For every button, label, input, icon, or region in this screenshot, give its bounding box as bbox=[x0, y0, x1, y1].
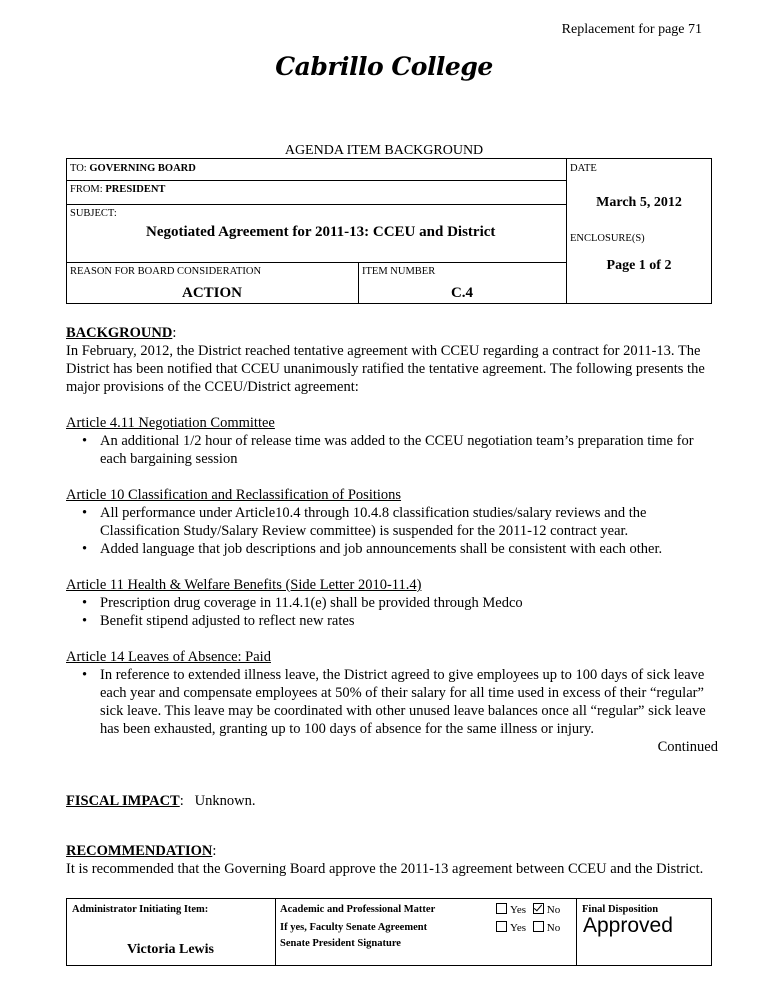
background-intro: In February, 2012, the District reached tentative agreement with CCEU regarding a contract for 2011-13. The District has been notified that CCEU unanimously ratified the tentative agreement. The following presents the major provisions of the CCEU/District agreement: bbox=[66, 343, 705, 395]
academic-label: Academic and Professional Matter bbox=[280, 904, 436, 915]
admin-name: Victoria Lewis bbox=[127, 942, 214, 957]
reason-value: ACTION bbox=[181, 285, 242, 301]
article-title: Article 11 Health & Welfare Benefits (Side Letter 2010-11.4) bbox=[66, 577, 422, 593]
enclosure-value: Page 1 of 2 bbox=[606, 258, 672, 273]
senate-label: If yes, Faculty Senate Agreement bbox=[280, 922, 428, 933]
from-field: FROM: PRESIDENT bbox=[70, 184, 166, 195]
to-value: GOVERNING BOARD bbox=[89, 163, 196, 174]
background-heading: BACKGROUND bbox=[66, 325, 173, 341]
article-bullet: • Added language that job descriptions and job announcements shall be consistent with each other. bbox=[66, 540, 716, 558]
background-section: BACKGROUND: In February, 2012, the District reached tentative agreement with CCEU regarding a contract for 2011-13. The District has been notified that CCEU unanimously ratified the tentative agreement. The following presents the major provisions of the CCEU/District agreement: Article 4.11 Negotiation Committee • An additional 1/2 hour of release time was added to the CCEU negotiation team’s preparation time for each bargaining session Article 10 Classification and Reclassification of Positions • All performance under Article10.4 through 10.4.8 classification studies/salary reviews and the Classification Study/Salary Review committee) is suspended for the 2011-12 contract year. • Added language that job descriptions and job announcements shall be consistent with each other. Article 11 Health & Welfare Benefits (Side Letter 2010-11.4) • Prescription drug coverage in 11.4.1(e) shall be provided through Medco • Benefit stipend adjusted to reflect new rates Article 14 Leaves of Absence: Paid • In reference to extended illness leave, the District agreed to give employees up to 100 days of sick leave each year and compensate employees at 50% of their salary for all time used in excess of their “regular” sick leave. This leave may be coordinated with other unused leave balances once all “regular” sick leave has been exhausted, granting up to 100 days of absence for the same illness or injury. Continued bbox=[66, 324, 716, 756]
article-title: Article 10 Classification and Reclassification of Positions bbox=[66, 487, 402, 503]
final-disposition-value: Approved bbox=[583, 914, 673, 937]
college-logo: Cabrillo College bbox=[275, 52, 493, 81]
academic-yes-no: Yes No bbox=[496, 903, 560, 916]
from-value: PRESIDENT bbox=[105, 184, 166, 195]
recommendation-section: RECOMMENDATION: It is recommended that the Governing Board approve the 2011-13 agreement between CCEU and the District. bbox=[66, 842, 716, 878]
fiscal-heading: FISCAL IMPACT bbox=[66, 793, 180, 809]
subject-value: Negotiated Agreement for 2011-13: CCEU and District bbox=[146, 224, 496, 240]
date-value: March 5, 2012 bbox=[596, 195, 682, 210]
form-title: AGENDA ITEM BACKGROUND bbox=[284, 143, 484, 158]
article-bullet: • Prescription drug coverage in 11.4.1(e) shall be provided through Medco bbox=[66, 594, 716, 612]
recommendation-heading: RECOMMENDATION bbox=[66, 843, 213, 859]
academic-yes-checkbox[interactable] bbox=[496, 903, 507, 914]
article-bullet: • Benefit stipend adjusted to reflect new rates bbox=[66, 612, 716, 630]
article-title: Article 4.11 Negotiation Committee bbox=[66, 415, 275, 431]
senate-yes-checkbox[interactable] bbox=[496, 921, 507, 932]
item-number-label: ITEM NUMBER bbox=[362, 266, 436, 277]
fiscal-impact: FISCAL IMPACT: Unknown. bbox=[66, 793, 256, 809]
article-bullet: • In reference to extended illness leave, the District agreed to give employees up to 100 days of sick leave each year and compensate employees at 50% of their salary for all time used in excess of their “regular” sick leave. This leave may be coordinated with other unused leave balances once all “regular” sick leave has been exhausted, granting up to 100 days of absence for the same illness or injury. bbox=[66, 666, 716, 738]
to-field: TO: GOVERNING BOARD bbox=[70, 163, 196, 174]
senate-no-checkbox[interactable] bbox=[533, 921, 544, 932]
academic-no-checkbox[interactable] bbox=[533, 903, 544, 914]
signature-label: Senate President Signature bbox=[280, 938, 401, 949]
subject-label: SUBJECT: bbox=[70, 208, 117, 219]
replacement-note: Replacement for page 71 bbox=[561, 22, 702, 37]
recommendation-text: It is recommended that the Governing Board approve the 2011-13 agreement between CCEU and the District. bbox=[66, 861, 704, 877]
date-label: DATE bbox=[570, 163, 597, 174]
article-title: Article 14 Leaves of Absence: Paid bbox=[66, 649, 271, 665]
fiscal-value: Unknown. bbox=[194, 793, 256, 809]
reason-label: REASON FOR BOARD CONSIDERATION bbox=[70, 266, 262, 277]
admin-label: Administrator Initiating Item: bbox=[72, 904, 209, 915]
enclosure-label: ENCLOSURE(S) bbox=[570, 233, 645, 244]
senate-yes-no: Yes No bbox=[496, 921, 560, 934]
continued-note: Continued bbox=[657, 739, 718, 755]
item-number-value: C.4 bbox=[450, 285, 474, 301]
article-bullet: • All performance under Article10.4 through 10.4.8 classification studies/salary reviews and the Classification Study/Salary Review committee) is suspended for the 2011-12 contract year. bbox=[66, 504, 716, 540]
final-disposition-label: Final Disposition bbox=[582, 904, 659, 915]
article-bullet: • An additional 1/2 hour of release time was added to the CCEU negotiation team’s preparation time for each bargaining session bbox=[66, 432, 716, 468]
